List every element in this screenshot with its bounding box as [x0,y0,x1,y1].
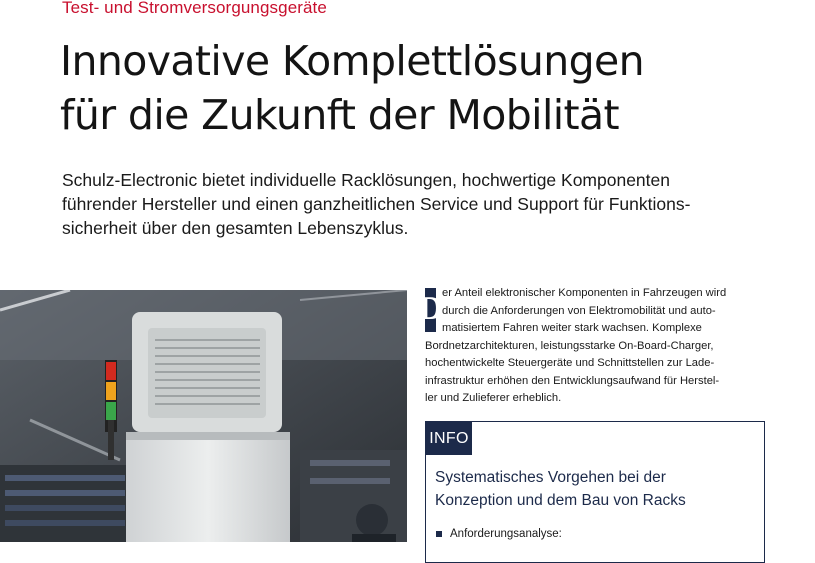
article-line: hochentwickelte Steuergeräte und Schnittstellen zur Lade- [425,357,715,369]
article-line: durch die Anforderungen von Elektromobilität und auto- [442,304,716,317]
rack-photo [0,290,407,542]
square-bullet-icon [436,531,442,537]
info-list-item-label: Anforderungsanalyse: [450,528,562,540]
lead-line-3: sicherheit über den gesamten Lebenszyklus. [62,218,409,238]
lead-line-1: Schulz-Electronic bietet individuelle Racklösungen, hochwertige Komponenten [62,170,670,190]
lead-line-2: führender Hersteller und einen ganzheitlichen Service und Support für Funktions- [62,194,691,214]
info-list [436,526,562,542]
info-title [435,466,755,512]
info-title-line-1: Systematisches Vorgehen bei der [435,469,666,486]
article-line: infrastruktur erhöhen den Entwicklungsaufwand für Herstel- [425,374,720,387]
rack-photo-icon [0,290,407,542]
info-label: INFO [426,422,472,455]
article-line: ler und Zulieferer erheblich. [425,392,562,404]
article-line: matisiertem Fahren weiter stark wachsen. Komplexe [442,322,702,334]
info-list-item [436,526,562,542]
info-title-line-2: Konzeption und dem Bau von Racks [435,492,686,509]
drop-cap: D [425,288,436,332]
headline-line-2: für die Zukunft der Mobilität [60,91,620,139]
article-body [417,285,770,408]
lead-paragraph [62,168,782,240]
headline [60,34,800,142]
section-kicker: Test- und Stromversorgungsgeräte [62,0,327,17]
article-line: Bordnetzarchitekturen, leistungsstarke On-Board-Charger, [425,339,714,352]
headline-line-1: Innovative Komplettlösungen [60,37,645,85]
article-line: er Anteil elektronischer Komponenten in Fahrzeugen wird [442,287,727,299]
